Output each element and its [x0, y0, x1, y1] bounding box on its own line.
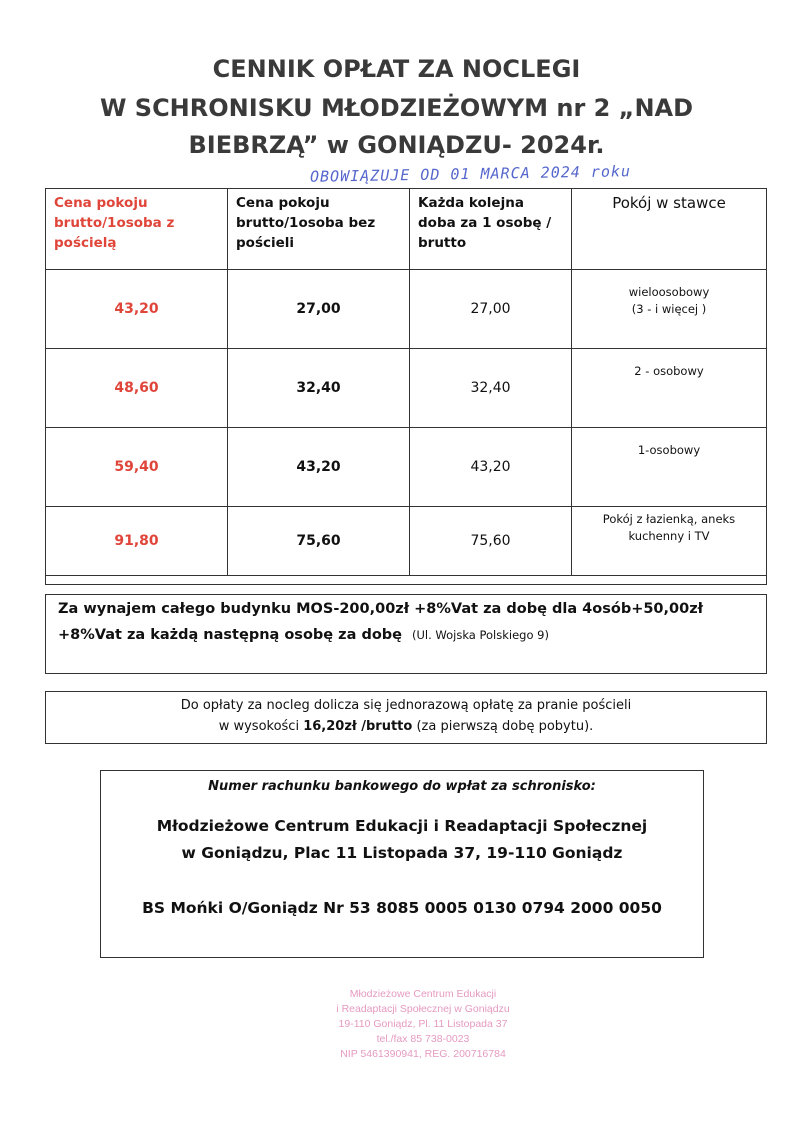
- price-without-linen: 27,00: [228, 270, 410, 349]
- title-line-2: W SCHRONISKU MŁODZIEŻOWYM nr 2 „NAD: [99, 94, 694, 122]
- building-address: (Ul. Wojska Polskiego 9): [412, 628, 549, 642]
- bank-account-number: BS Mońki O/Goniądz Nr 53 8085 0005 0130 0794 2000 0050: [142, 899, 662, 917]
- price-without-linen: 32,40: [228, 349, 410, 428]
- title-line-3: BIEBRZĄ” w GONIĄDZU- 2024r.: [188, 131, 605, 159]
- room-type-line-1: wieloosobowy: [628, 285, 710, 299]
- building-rental-line-2-text: +8%Vat za każdą następną osobę za dobę: [58, 627, 402, 643]
- price-without-linen: 43,20: [228, 428, 410, 507]
- linen-fee-line-2: w wysokości 16,20zł /brutto (za pierwszą dobę pobytu).: [218, 719, 594, 734]
- table-header-row: [46, 189, 767, 270]
- price-with-linen: 91,80: [46, 507, 228, 576]
- room-type: [572, 270, 767, 349]
- header-next-day: Każda kolejna doba za 1 osobę / brutto: [410, 189, 572, 270]
- price-next-day: 75,60: [410, 507, 572, 576]
- price-next-day: 27,00: [410, 270, 572, 349]
- room-type-line-2: kuchenny i TV: [628, 529, 710, 543]
- room-type-line-1: Pokój z łazienką, aneks: [602, 512, 736, 526]
- building-rental-box: [45, 594, 767, 674]
- price-without-linen: 75,60: [228, 507, 410, 576]
- header-with-linen: Cena pokoju brutto/1osoba z pościelą: [46, 189, 228, 270]
- price-next-day: 43,20: [410, 428, 572, 507]
- table-row: [46, 349, 767, 428]
- room-type-line-1: 2 - osobowy: [634, 364, 704, 378]
- bank-header: Numer rachunku bankowego do wpłat za schronisko:: [208, 779, 596, 794]
- price-with-linen: 48,60: [46, 349, 228, 428]
- price-next-day: 32,40: [410, 349, 572, 428]
- table-row: [46, 507, 767, 576]
- building-rental-line-1: Za wynajem całego budynku MOS-200,00zł +8%Vat za dobę dla 4osób+50,00zł: [58, 601, 704, 617]
- bank-account-box: [100, 770, 704, 958]
- room-type: [572, 428, 767, 507]
- header-without-linen: Cena pokoju brutto/1osoba bez pościeli: [228, 189, 410, 270]
- linen-fee-box: [45, 691, 767, 744]
- room-type: [572, 349, 767, 428]
- table-row: [46, 428, 767, 507]
- table-empty-row: [46, 576, 767, 585]
- price-table: [45, 188, 767, 585]
- handwritten-validity-note: OBOWIĄZUJE OD 01 MARCA 2024 roku: [309, 162, 632, 186]
- room-type: [572, 507, 767, 576]
- header-room: Pokój w stawce: [572, 189, 767, 270]
- price-with-linen: 43,20: [46, 270, 228, 349]
- table-row: [46, 270, 767, 349]
- linen-fee-line-1: Do opłaty za nocleg dolicza się jednorazową opłatę za pranie pościeli: [180, 698, 632, 713]
- building-rental-line-2: [58, 627, 549, 643]
- bank-recipient-address: w Goniądzu, Plac 11 Listopada 37, 19-110 Goniądz: [181, 844, 623, 862]
- title-line-1: CENNIK OPŁAT ZA NOCLEGI: [212, 55, 581, 83]
- room-type-line-2: (3 - i więcej ): [631, 302, 707, 316]
- bank-recipient-name: Młodzieżowe Centrum Edukacji i Readaptacji Społecznej: [156, 817, 648, 835]
- price-with-linen: 59,40: [46, 428, 228, 507]
- institution-stamp: Młodzieżowe Centrum Edukacji i Readaptacji Społecznej w Goniądzu 19-110 Goniądz, Pl. 11 Listopada 37 tel./fax 85 738-0023 NIP 5461390941, REG. 200716784: [336, 988, 510, 1060]
- room-type-line-1: 1-osobowy: [637, 443, 701, 457]
- linen-fee-amount: 16,20zł /brutto: [303, 719, 413, 734]
